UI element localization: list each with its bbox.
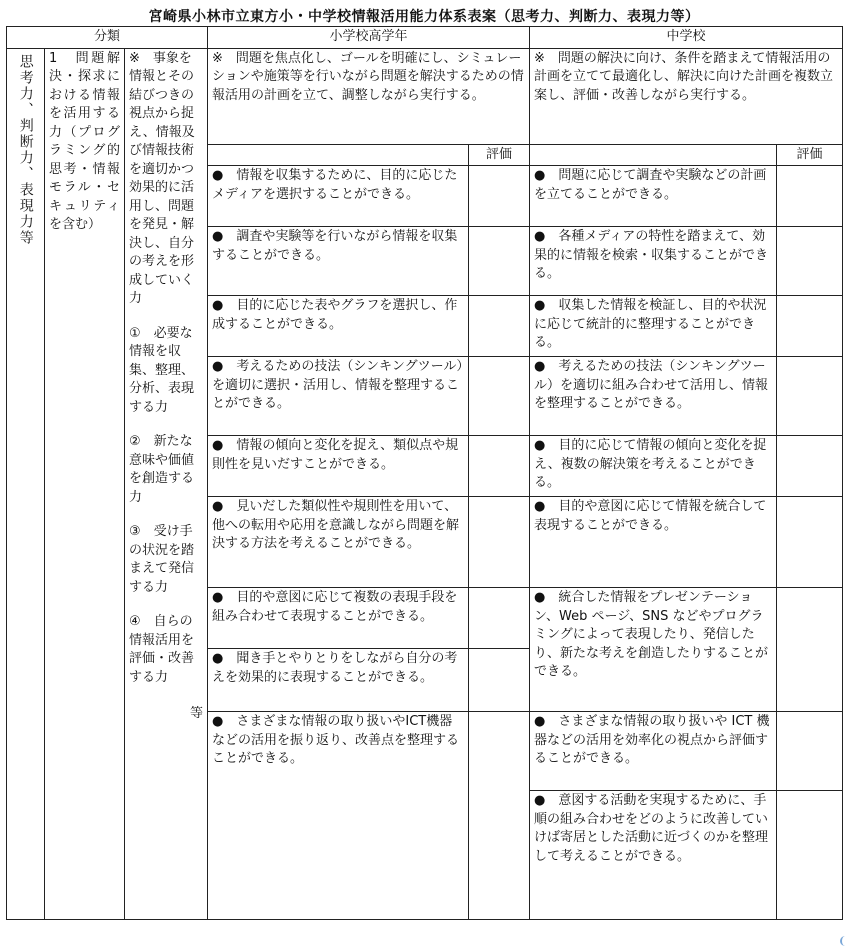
elementary-eval-cell [469,436,530,497]
bullet-icon: ● [534,359,546,374]
bullet-icon: ● [212,168,224,183]
bullet-icon: ● [534,168,546,183]
junior-eval-cell [777,436,843,497]
category-level1-text: 思考力、判断力、表現力等 [17,53,34,246]
junior-item: ● 問題に応じて調査や実験などの計画を立てることができる。 [530,166,777,227]
elementary-item: ● 調査や実験等を行いながら情報を収集することができる。 [208,227,469,296]
category-level3-point2: ② 新たな意味や価値を創造する力 [129,434,195,505]
elementary-item: ● 情報を収集するために、目的に応じたメディアを選択することができる。 [208,166,469,227]
bullet-icon: ● [534,793,546,808]
category-level3 [125,48,208,920]
document-title: 宮崎県小林市立東方小・中学校情報活用能力体系表案（思考力、判断力、表現力等） [148,9,700,25]
bullet-icon: ● [212,229,224,244]
junior-eval-cell [777,357,843,436]
bullet-icon: ● [212,590,224,605]
elementary-eval-cell [469,588,530,649]
bullet-icon: ● [212,651,224,666]
bullet-icon: ● [212,714,224,729]
elementary-eval-cell [469,357,530,436]
capability-table [6,26,843,920]
bullet-icon: ● [212,359,224,374]
elementary-item: ● 聞き手とやりとりをしながら自分の考えを効果的に表現することができる。 [208,649,469,712]
category-level3-intro: ※ 事象を情報とその結びつきの視点から捉え、情報及び情報技術を適切かつ効果的に活用し、問題を発見・解決し、自分の考えを形成していく力 [129,50,195,306]
junior-item: ● 目的に応じて情報の傾向と変化を捉え、複数の解決策を考えることができる。 [530,436,777,497]
junior-eval-header: 評価 [777,144,843,166]
junior-eval-cell [777,296,843,357]
junior-eval-cell [777,588,843,712]
bullet-icon: ● [534,438,546,453]
bullet-icon: ● [212,298,224,313]
junior-item: ● 目的や意図に応じて情報を統合して表現することができる。 [530,497,777,588]
header-category: 分類 [7,27,208,49]
junior-item: ● さまざまな情報の取り扱いや ICT 機器などの活用を効率化の視点から評価することができる。 [530,712,777,791]
junior-subheader-blank [530,144,777,166]
bullet-icon: ● [534,590,546,605]
header-junior: 中学校 [530,27,843,49]
elementary-item: ● 見いだした類似性や規則性を用いて、他への転用や応用を意識しながら問題を解決する方法を考えることができる。 [208,497,469,588]
elementary-eval-cell [469,296,530,357]
scroll-edge-marker [840,936,848,946]
elementary-subheader-blank [208,144,469,166]
junior-eval-cell [777,166,843,227]
junior-eval-cell [777,712,843,791]
junior-item: ● 各種メディアの特性を踏まえて、効果的に情報を検索・収集することができる。 [530,227,777,296]
bullet-icon: ● [534,298,546,313]
elementary-eval-cell [469,166,530,227]
junior-eval-cell [777,227,843,296]
elementary-eval-cell [469,649,530,712]
junior-item: ● 考えるための技法（シンキングツール）を適切に組み合わせて活用し、情報を整理することができる。 [530,357,777,436]
elementary-eval-cell [469,712,530,920]
elementary-item: ● さまざまな情報の取り扱いやICT機器などの活用を振り返り、改善点を整理することができる。 [208,712,469,920]
category-level2-text: 1 問題解決・探求における情報を活用する力（プログラミング的思考・情報モラル・セキュリティを含む） [49,50,120,232]
bullet-icon: ● [212,499,224,514]
junior-summary: ※ 問題の解決に向け、条件を踏まえて情報活用の計画を立てて最適化し、解決に向けた計画を複数立案し、評価・改善しながら実行する。 [530,48,843,144]
category-level3-tail: 等 [189,706,203,721]
elementary-item: ● 目的に応じた表やグラフを選択し、作成することができる。 [208,296,469,357]
elementary-summary: ※ 問題を焦点化し、ゴールを明確にし、シミュレーションや施策等を行いながら問題を解決するための情報活用の計画を立て、調整しながら実行する。 [208,48,530,144]
elementary-item: ● 情報の傾向と変化を捉え、類似点や規則性を見いだすことができる。 [208,436,469,497]
category-level3-point1: ① 必要な情報を収集、整理、分析、表現する力 [129,325,195,415]
junior-item: ● 統合した情報をプレゼンテーション、Web ページ、SNS などやプログラミングによって表現したり、発信したり、新たな考えを創造したりすることができる。 [530,588,777,712]
bullet-icon: ● [534,499,546,514]
bullet-icon: ● [212,438,224,453]
category-level3-point3: ③ 受け手の状況を踏まえて発信する力 [129,524,195,595]
bullet-icon: ● [534,229,546,244]
category-level1 [7,48,45,920]
category-level3-point4: ④ 自らの情報活用を評価・改善する力 [129,614,195,685]
elementary-item: ● 考えるための技法（シンキングツール）を適切に選択・活用し、情報を整理することができる。 [208,357,469,436]
category-level2 [45,48,125,920]
junior-eval-cell [777,497,843,588]
junior-item: ● 意図する活動を実現するために、手順の組み合わせをどのように改善していけば寄居とした活動に近づくのかを整理して考えることができる。 [530,791,777,920]
junior-eval-cell [777,791,843,920]
elementary-item: ● 目的や意図に応じて複数の表現手段を組み合わせて表現することができる。 [208,588,469,649]
junior-item: ● 収集した情報を検証し、目的や状況に応じて統計的に整理することができる。 [530,296,777,357]
header-elementary: 小学校高学年 [208,27,530,49]
elementary-eval-header: 評価 [469,144,530,166]
bullet-icon: ● [534,714,546,729]
elementary-eval-cell [469,227,530,296]
elementary-eval-cell [469,497,530,588]
